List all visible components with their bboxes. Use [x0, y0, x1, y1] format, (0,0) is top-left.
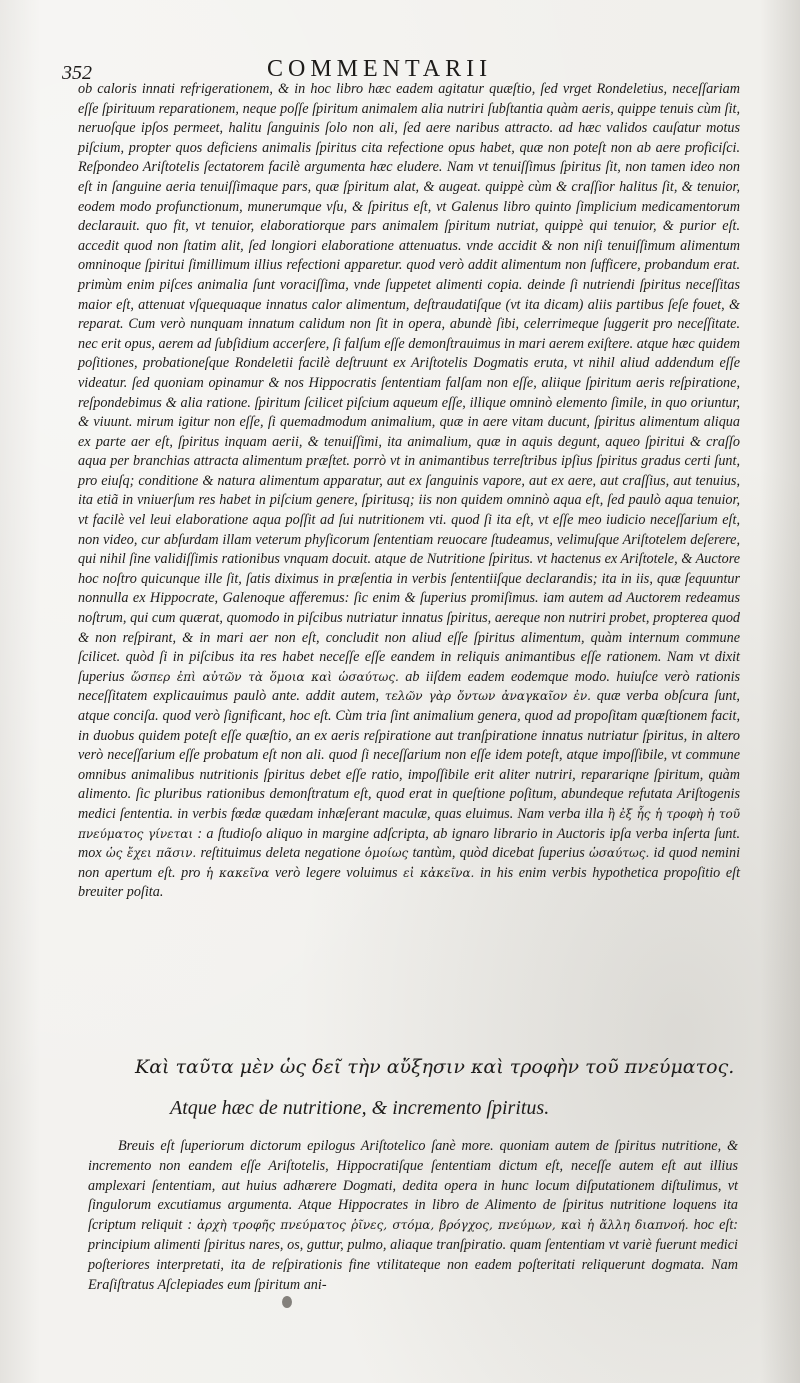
running-head: COMMENTARII: [267, 56, 493, 82]
greek-quote-6: ὡσαύτως.: [588, 846, 650, 861]
paragraph-1: [78, 80, 740, 903]
paragraph-1c-text: quæ verba obſcura ſunt, atque conciſa. quod verò ſignificant, hoc eſt. Cùm tria ſint animalium genera, quod ad propoſitam quæſtionem facit, in duobus quidem poteſt eſſe quæſtio, an ex aeris reſpiratione aut tranſpiratione innatus nutriatur ſpiritus, in altero verò neceſſarium eſſe probatum eſt non ali. quod ſi neceſſarium non eſſe idem poteſt, atque impoſſibile, vt commune omnibus animalibus nutritionis ſpiritus debet eſſe ratio, impoſſibile erit aliter nutriri, reparariqne ſpiritum, quàm alimento. ſic pluribus rationibus demonſtratum eſt, quod erat in queſtione poſitum, abundeque refutata Ariſtogenis medici ſententia. in verbis fœdæ quædam inhæſerant maculæ, quas eluimus. Nam verba illa: [78, 688, 740, 822]
paragraph-2: [88, 1137, 738, 1295]
section-title: Atque hæc de nutritione, & incremento ſpiritus.: [170, 1097, 550, 1119]
paragraph-1d-text: : a ſtudioſo aliquo in margine adſcripta, ab ignaro librario in Auctoris ipſa verba inſerta ſunt. mox: [78, 825, 741, 862]
greek-quote-2: τελῶν γὰρ ὄντων ἀναγκαῖον ἐν.: [384, 689, 591, 704]
paragraph-1b-text: ab iiſdem eadem eodemque modo. huiuſce verò rationis neceſſitatem explicauimus paulò ante. addit autem,: [78, 668, 741, 705]
second-text-block: [88, 1137, 738, 1295]
paragraph-1-text: ob caloris innati refrigerationem, & in hoc libro hæc eadem agitatur quæſtio, ſed vrget Rondeletius, neceſſariam eſſe ſpirituum reparationem, neque poſſe ſpiritum animalem alia nutriri ſubſtantia quàm aeris, quippe tenuis cùm ſit, neruoſque ipſos permeet, halitu ſanguinis ſolo non ali, ſed aere naribus attracto. ad hæc validos cauſatur motus piſcium, propter quos deficiens animalis ſpiritus cita refectione opus habet, quæ non poteſt non ab aere proficiſci. Reſpondeo Ariſtotelis ſectatorem facilè argumenta hæc eludere. Nam vt tenuiſſimus ſpiritus ſit, non tamen ideo non eſt in ſanguine aeria tenuiſſimaque pars, quæ ſpiritum alat, & augeat. quippè cùm & craſſior halitus ſit, & tenuior, eodem modo profunctionum, munerumque vſu, & ſpiritus eſt, vt Galenus libro quinto ſimplicium medicamentorum declarauit. quo fit, vt tenuior, elaboratiorque pars animalem ſpiritum nutriat, quippè qui tenuior, & purior eſt. accedit quod non ſtatim alit, ſed longiori elaboratione attenuatus. vnde accidit & non niſi tenuiſſimum alimentum omninoque ſpiritui ſimillimum illius refectioni apparetur. quod verò addit alimentum non ſufficere, probandum erat. primùm enim piſces animalia ſunt voraciſſima, vnde ſuppetet alimenti copia. deinde ſi nutriendi ſpiritus neceſſitas maior eſt, attenuat vſquequaque innatus calor alimentum, deſtraudatiſque (vt ita dicam) aliis partibus ſeſe fouet, & reparat. Cum verò nunquam innatum calidum non ſit in opera, abundè ſibi, celerrimeque ſuggerit pro neceſſitate. nec erit opus, aerem ad ſubſidium accerſere, ſi falſum eſſe demonſtrauimus in mari aerem exiſtere. atque hæc quidem poſitiones, probationeſque Rondeletii facilè deſtruunt ex Ariſtotelis Dogmatis eruta, vt nihil aliud addendum eſſe videatur. ſed quoniam opinamur & nos Hippocratis ſententiam falſam non eſſe, aliique ſpiritum aeris reſpiratione, reſpondebimus & alia ratione. ſpiritum ſcilicet piſcium aqueum eſſe, illique omninò elemento ſimile, in quo oriuntur, & viuunt. mirum igitur non eſſe, ſi quemadmodum animalium, quæ in aere vitam ducunt, ſpiritus alimentum aliqua ex parte aer eſt, ſpiritus inquam aerii, & tenuiſſimi, ita animalium, quæ in aquis degunt, aqueo ſpiritui & craſſo aqua per branchias attracta alimentum præſtet. porrò vt in animantibus terreſtribus ipſius ſpiritus gradus certi ſunt, pro eiuſq; conditione & natura alimentum apparatur, aut ex ſanguinis vapore, aut ex aere, aut craſſius, aut tenuius, ita etiã in vniuerſum res habet in piſcium genere, ſpiritusq; iis non quidem omninò aqua eſt, ſed paulò aqua tenuior, vt facilè vel leui elaboratione aqua poſſit ad ſui nutritionem vti. quod ſi ita eſt, vt eſſe meo iudicio neceſſarium eſt, non video, cur abſurdam illam veterum phyſicorum ſententiam reuocare ſtudeamus, velimuſque Ariſtotelem deſerere, qui nihil ſine validiſſimis rationibus vnquam docuit. atque de Nutritione ſpiritus. vt hactenus ex Ariſtotele, & Auctore hoc noſtro quicunque ille ſit, ſatis diximus in præſentia in verbis ſententiiſque declarandis; ita in iis, quæ ſequuntur nonnulla ex Hippocrate, Galenoque afferemus: ſic enim & ſuperius promiſimus. iam autem ad Auctorem redeamus noſtrum, qui cum quærat, quomodo in piſcibus nutriatur innatus ſpiritus, aereque non nutriri probet, propterea quod & non reſpirant, & in mari aer non eſt, concludit non aliud eſſe ſpiritus alimentum, quàm internum commune ſcilicet. quòd ſi in piſcibus ita res habet neceſſe eſſe eandem in reliquis animantibus eſſe rationem. Nam vt dixit ſuperius: [78, 81, 740, 685]
ink-blot: [282, 1296, 292, 1308]
greek-quote-4: ὡς ἔχει πᾶσιν.: [105, 846, 197, 861]
paragraph-1e-text: reſtituimus deleta negatione: [200, 845, 361, 862]
greek-quote-3: ἢ ἐξ ἧς ἡ τροφὴ ἡ τοῦ πνεύματος γίνεται: [78, 806, 740, 841]
paragraph-2b-text: hoc eſt: principium alimenti ſpiritus nares, os, guttur, pulmo, aliaque tranſpiratio. quam ſententiam vt variè fuerunt medici poſteriores interpretati, ita de reſpirationis fine vtilitateque non eadem poſteritati reliquerunt dogmata. Nam Eraſiſtratus Aſclepiades eum ſpiritum ani-: [88, 1217, 738, 1293]
greek-quote-8: εἰ κἀκεῖνα.: [403, 865, 475, 880]
greek-quote-5: ὁμοίως: [364, 846, 409, 861]
page-number: 352: [62, 62, 92, 84]
paragraph-1i-text: in his enim verbis hypothetica propoſitio eſt breuiter poſita.: [78, 864, 741, 901]
greek-quote-1: ὥσπερ ἐπὶ αὐτῶν τὰ ὅμοια καὶ ὡσαύτως.: [130, 669, 399, 684]
greek-lemma-heading: Καὶ ταῦτα μὲν ὡς δεῖ τὴν αὔξησιν καὶ τροφὴν τοῦ πνεύματος.: [135, 1056, 735, 1078]
paragraph-1g-text: id quod nemini non apertum eſt. pro: [78, 845, 741, 881]
greek-quote-7: ἡ κακεῖνα: [205, 865, 270, 880]
main-text-block: [78, 80, 740, 903]
paragraph-1f-text: tantùm, quòd dicebat ſuperius: [412, 845, 585, 862]
paragraph-2-text: Breuis eſt ſuperiorum dictorum epilogus Ariſtotelico ſanè more. quoniam autem de ſpiritus nutritione, & incremento non eandem eſſe Ariſtotelis, Hippocratiſque ſententiam dictum eſt, neceſſe autem eſt aut illius amplexari ſententiam, aut huius adhærere Dogmati, dedita opera in hunc locum diſputationem diſtulimus, vt ſingulorum excutiamus argumenta. Atque Hippocrates in libro de Alimento de ſpiritus nutritione loquens ita ſcriptum reliquit :: [88, 1138, 738, 1234]
greek-quote-9: ἀρχὴ τροφῆς πνεύματος ῥῖνες, στόμα, βρόγχος, πνεύμων, καὶ ἡ ἄλλη διαπνοή.: [197, 1218, 689, 1233]
paragraph-1h-text: verò legere voluimus: [274, 864, 398, 881]
